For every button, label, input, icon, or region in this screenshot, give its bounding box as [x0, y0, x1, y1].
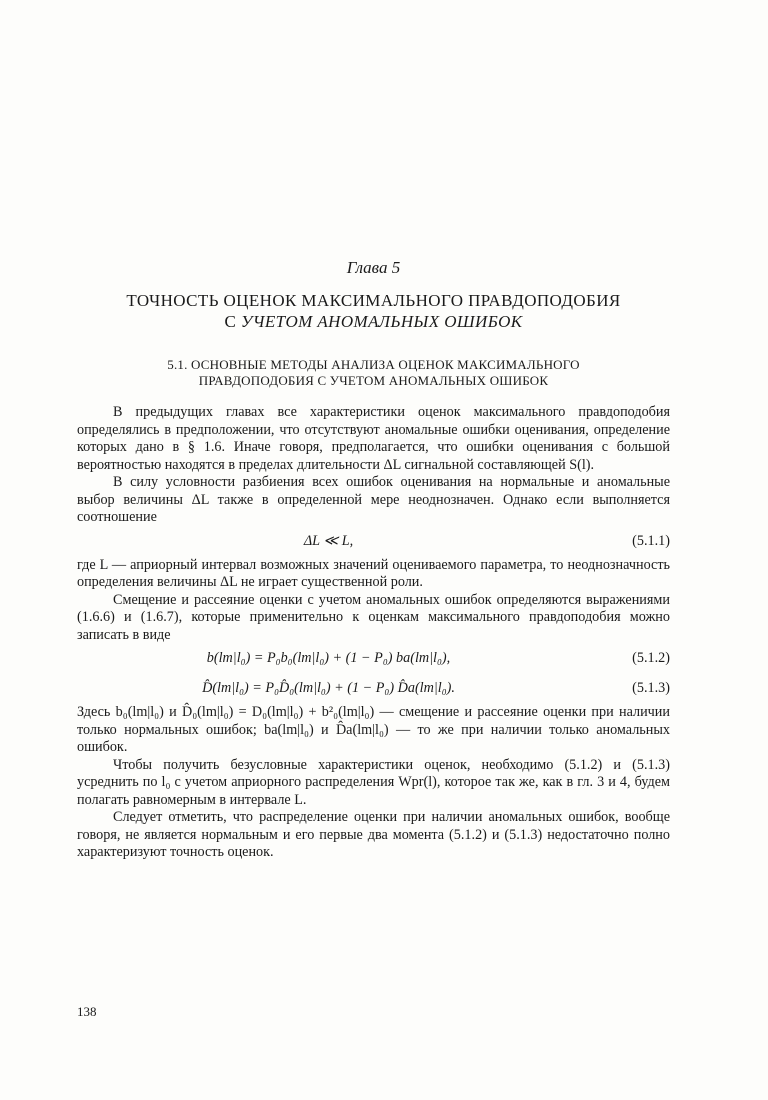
- chapter-title-line2-prefix: С: [224, 312, 241, 331]
- equation-expression: ΔL ≪ L,: [303, 532, 354, 549]
- paragraph-7: Следует отметить, что распределение оценки при наличии аномальных ошибок, вообще говоря, не является нормальным и его первые два момента (5.1.2) и (5.1.3) недостаточно полно характеризуют точность оценок.: [77, 809, 670, 860]
- equation-5-1-1: [77, 527, 670, 557]
- section-title-line1: 5.1. ОСНОВНЫЕ МЕТОДЫ АНАЛИЗА ОЦЕНОК МАКСИМАЛЬНОГО: [167, 357, 580, 372]
- paragraph-3: где L — априорный интервал возможных значений оцениваемого параметра, то неоднозначность определения величины ΔL не играет существенной роли.: [77, 556, 670, 590]
- paragraph-1: В предыдущих главах все характеристики оценок максимального правдоподобия определялись в предположении, что отсутствуют аномальные ошибки оценивания, определение которых дано в § 1.6. Иначе говоря, предполагается, что ошибки оценивания с большой вероятностью находятся в пределах длительности ΔL сигнальной составляющей S(l).: [77, 404, 670, 473]
- paragraph-6: Чтобы получить безусловные характеристики оценок, необходимо (5.1.2) и (5.1.3) усреднить по l₀ с учетом априорного распределения Wpr(l), которое так же, как в гл. 3 и 4, будем полагать равномерным в интервале L.: [77, 756, 670, 808]
- chapter-title-line2: [77, 311, 670, 332]
- page-number: 138: [77, 1004, 97, 1019]
- chapter-title-line2-italic: УЧЕТОМ АНОМАЛЬНЫХ ОШИБОК: [240, 312, 523, 331]
- section-title-line2: ПРАВДОПОДОБИЯ С УЧЕТОМ АНОМАЛЬНЫХ ОШИБОК: [198, 373, 549, 388]
- chapter-title-line1: ТОЧНОСТЬ ОЦЕНОК МАКСИМАЛЬНОГО ПРАВДОПОДОБИЯ: [126, 291, 621, 310]
- paragraph-2: В силу условности разбиения всех ошибок оценивания на нормальные и аномальные выбор величины ΔL также в определенной мере неоднозначен. Однако если выполняется соотношение: [77, 474, 670, 525]
- section-title: [77, 357, 670, 389]
- equation-number: (5.1.1): [632, 532, 670, 549]
- equation-number: (5.1.3): [632, 680, 670, 697]
- body-text: [77, 404, 670, 862]
- equation-5-1-3: [77, 674, 670, 704]
- equation-expression: b(lm|l₀) = P₀b₀(lm|l₀) + (1 − P₀) ba(lm|l₀),: [206, 650, 451, 667]
- chapter-title: [77, 290, 670, 332]
- paragraph-5: Здесь b₀(lm|l₀) и D̂₀(lm|l₀) = D₀(lm|l₀) + b²₀(lm|l₀) — смещение и рассеяние оценки при наличии только нормальных ошибок; ba(lm|l₀) и D̂a(lm|l₀) — то же при наличии только аномальных ошибок.: [77, 704, 670, 755]
- equation-expression: D̂(lm|l₀) = P₀D̂₀(lm|l₀) + (1 − P₀) D̂a(lm|l₀).: [202, 680, 455, 697]
- book-page: [77, 0, 670, 1100]
- equation-number: (5.1.2): [632, 650, 670, 667]
- chapter-label: Глава 5: [346, 258, 401, 277]
- equation-5-1-2: [77, 644, 670, 674]
- paragraph-4: Смещение и рассеяние оценки с учетом аномальных ошибок определяются выражениями (1.6.6) и (1.6.7), которые применительно к оценкам максимального правдоподобия можно записать в виде: [77, 591, 670, 643]
